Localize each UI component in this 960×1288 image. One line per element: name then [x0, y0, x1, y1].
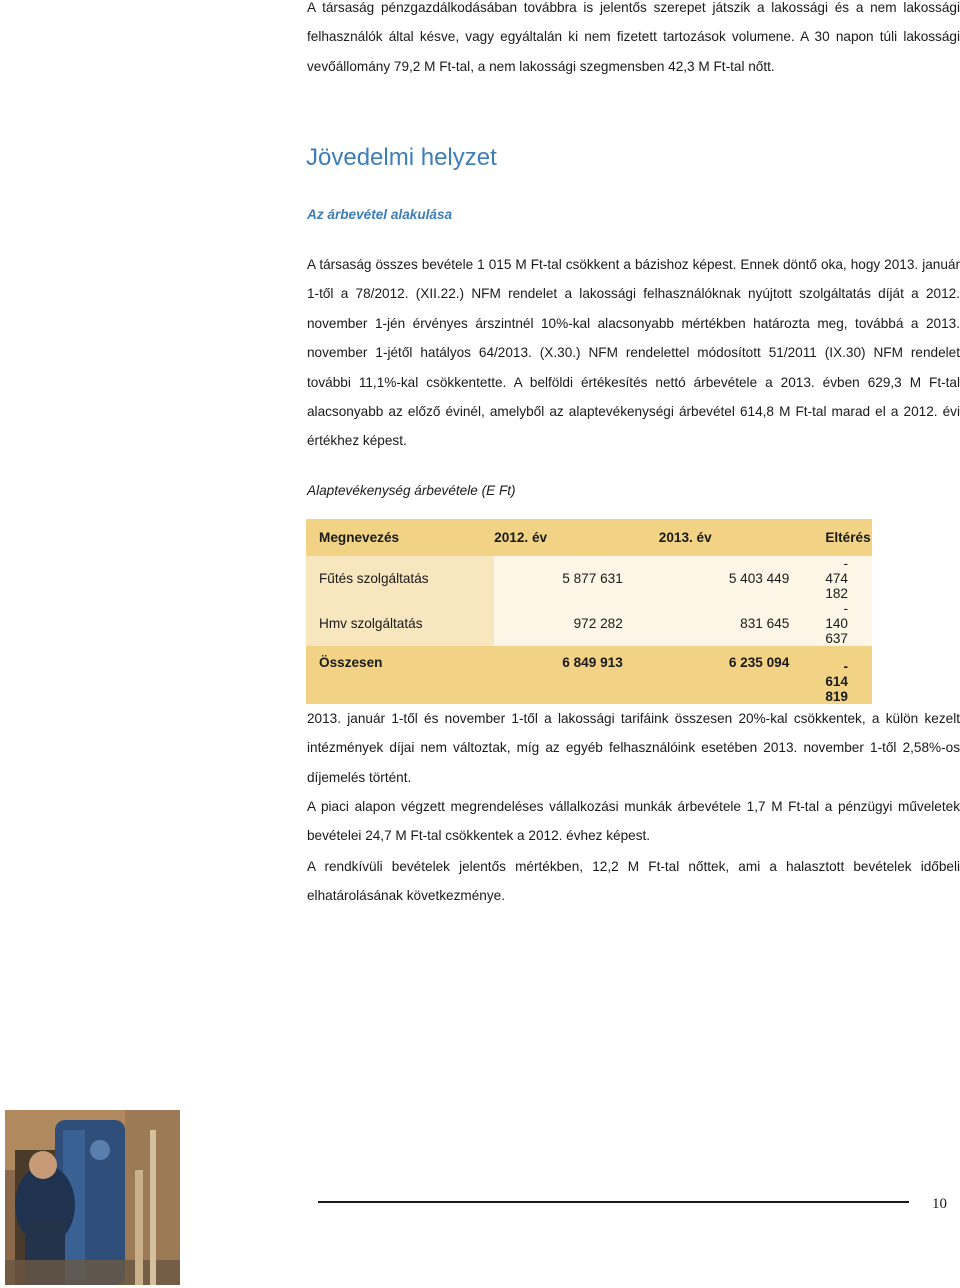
photo-illustration: [5, 1110, 180, 1285]
table-header-row: [306, 519, 872, 556]
header-cell-2013: 2013. év: [658, 530, 712, 545]
table-total-row: [306, 646, 872, 704]
row-value-difference: - 140 637: [825, 601, 872, 646]
tariff-paragraph: 2013. január 1-től és november 1-től a lakossági tarifáink összesen 20%-kal csökkentek, a külön kezelt intézmények díjai nem változtak, míg az egyéb felhasználóink esetében 2013. november 1-től 2,58%-os díjemelés történt.: [307, 711, 960, 785]
row-label: Hmv szolgáltatás: [306, 601, 494, 646]
extra-income-paragraph: A rendkívüli bevételek jelentős mértékben, 12,2 M Ft-tal nőttek, ami a halasztott bevételek időbeli elhatárolásának következménye.: [307, 859, 960, 904]
orders-paragraph: A piaci alapon végzett megrendeléses vállalkozási munkák árbevétele 1,7 M Ft-tal a pénzügyi műveletek bevételei 24,7 M Ft-tal csökkentek a 2012. évhez képest.: [307, 799, 960, 844]
header-cell-name: Megnevezés: [319, 530, 400, 545]
row-value-2012: 5 877 631: [494, 556, 659, 601]
section-title: Jövedelmi helyzet: [306, 144, 497, 171]
row-value-2012: 972 282: [494, 601, 659, 646]
total-value-difference: - 614 819: [825, 659, 848, 704]
technician-boiler-photo: [5, 1110, 180, 1285]
header-cell-2012: 2012. év: [494, 530, 548, 545]
total-value-2013: 6 235 094: [728, 655, 790, 670]
table-row: [306, 556, 872, 601]
footer-rule: [318, 1201, 909, 1203]
row-value-2013: 831 645: [659, 601, 826, 646]
header-cell-difference: Eltérés: [825, 530, 871, 545]
row-label: Fűtés szolgáltatás: [306, 556, 494, 601]
total-value-2012: 6 849 913: [562, 655, 623, 670]
page-number: 10: [932, 1196, 947, 1212]
revenue-paragraph: A társaság összes bevétele 1 015 M Ft-tal csökkent a bázishoz képest. Ennek döntő oka, hogy 2013. január 1-től a 78/2012. (XII.22.) NFM rendelet a lakossági felhasználóknak nyújtott szolgáltatás díját a 2012. november 1-jén érvényes árszintnél 10%-kal alacsonyabb mértékben határozta meg, továbbá a 2013. november 1-jétől hatályos 64/2013. (X.30.) NFM rendelettel módosított 51/2011 (IX.30) NFM rendelet további 11,1%-kal csökkentette. A belföldi értékesítés nettó árbevétele a 2013. évben 629,3 M Ft-tal alacsonyabb az előző évinél, amelyből az alaptevékenységi árbevétel 614,8 M Ft-tal marad el a 2012. évi értékhez képest.: [307, 257, 960, 449]
table-row: [306, 601, 872, 646]
intro-paragraph: A társaság pénzgazdálkodásában továbbra is jelentős szerepet játszik a lakossági és a nem lakossági felhasználók által késve, vagy egyáltalán ki nem fizetett tartozások volumene. A 30 napon túli lakossági vevőállomány 79,2 M Ft-tal, a nem lakossági szegmensben 42,3 M Ft-tal nőtt.: [307, 0, 960, 74]
total-label: Összesen: [319, 655, 383, 670]
row-value-2013: 5 403 449: [659, 556, 826, 601]
subsection-title: Az árbevétel alakulása: [307, 207, 453, 222]
row-value-difference: - 474 182: [825, 556, 872, 601]
revenue-table: [306, 519, 872, 704]
table-caption: Alaptevékenység árbevétele (E Ft): [307, 483, 516, 498]
